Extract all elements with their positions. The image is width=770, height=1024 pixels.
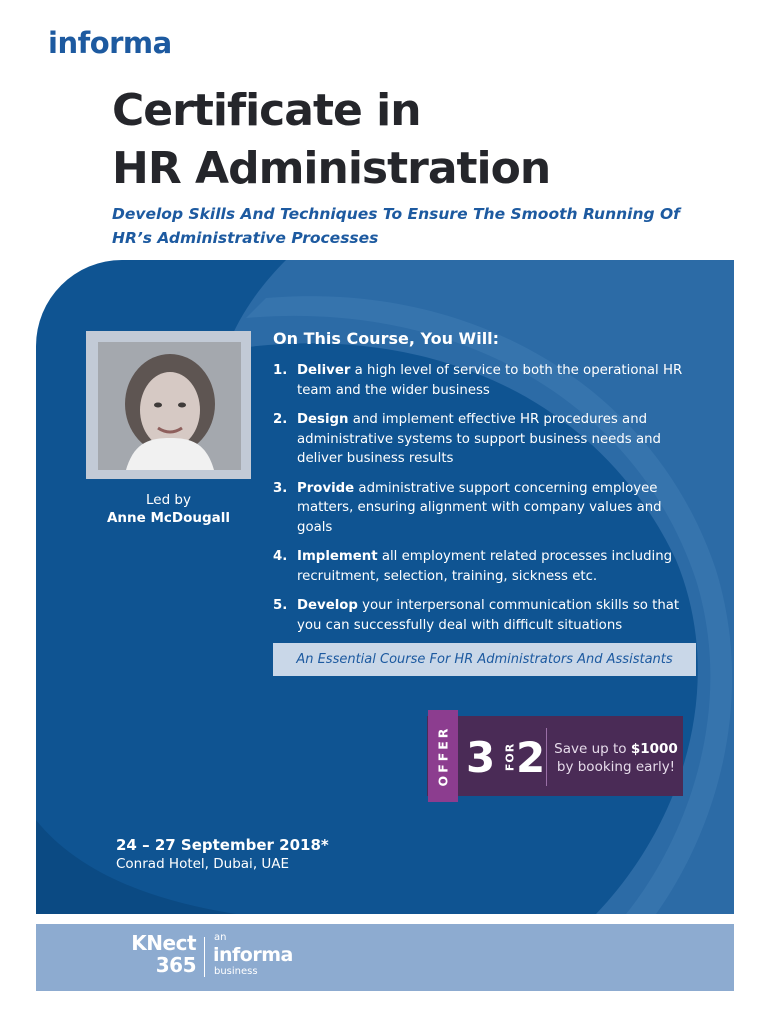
informa-logo: informa <box>48 26 172 60</box>
item-verb: Develop <box>297 598 358 613</box>
item-line-2: administrative systems to support business needs and <box>297 431 661 447</box>
offer-number-2: 2 <box>516 733 546 782</box>
item-number: 3. <box>273 480 288 496</box>
list-item <box>273 479 713 538</box>
item-verb: Deliver <box>297 363 351 378</box>
event-dates: 24 – 27 September 2018* <box>116 836 329 854</box>
benefits-list <box>273 361 713 645</box>
title-line-1: Certificate in <box>112 85 421 136</box>
save-prefix: Save up to <box>554 741 631 757</box>
informa-business-logo: informa <box>213 944 293 966</box>
knect-number: 365 <box>155 953 196 977</box>
item-line-2: you can successfully deal with difficult situations <box>297 617 623 633</box>
item-text <box>297 361 682 400</box>
offer-number-3: 3 <box>466 733 496 782</box>
item-number: 4. <box>273 549 288 564</box>
item-line-1: your interpersonal communication skills so that <box>357 598 680 613</box>
event-venue: Conrad Hotel, Dubai, UAE <box>116 856 290 872</box>
item-line-3: deliver business results <box>297 451 454 466</box>
item-text <box>297 547 672 586</box>
essential-banner: An Essential Course For HR Administrators And Assistants <box>273 643 696 676</box>
item-line-2: matters, ensuring alignment with company values and <box>297 500 662 515</box>
course-heading: On This Course, You Will: <box>273 329 500 348</box>
item-verb: Provide <box>297 480 355 496</box>
an-label: an <box>214 932 227 943</box>
offer-divider <box>546 728 547 786</box>
list-item <box>273 410 713 469</box>
item-number: 5. <box>273 598 288 613</box>
item-text <box>297 479 662 538</box>
presenter-photo <box>98 342 241 470</box>
save-suffix: by booking early! <box>556 759 676 775</box>
list-item <box>273 361 713 400</box>
item-line-3: goals <box>297 519 333 535</box>
item-line-1: all employment related processes including <box>377 549 673 564</box>
item-verb: Implement <box>297 549 378 564</box>
item-number: 1. <box>273 363 288 378</box>
footer-divider <box>204 937 205 977</box>
offer-tab <box>428 710 458 802</box>
item-line-1: and implement effective HR procedures and <box>348 412 648 427</box>
item-number: 2. <box>273 412 288 427</box>
item-line-2: team and the wider business <box>297 382 490 398</box>
item-line-1: administrative support concerning employee <box>354 480 658 496</box>
offer-for-label: FOR <box>503 742 517 772</box>
item-line-1: a high level of service to both the operational HR <box>350 363 683 378</box>
presenter-name: Anne McDougall <box>106 510 231 526</box>
offer-save-text <box>553 740 679 776</box>
led-by-label: Led by <box>145 492 191 508</box>
item-text <box>297 410 661 469</box>
offer-tab-label: OFFER <box>435 725 451 787</box>
business-label: business <box>214 966 258 977</box>
title-line-2: HR Administration <box>112 143 551 194</box>
page-title <box>112 82 672 198</box>
page-subtitle <box>112 202 712 250</box>
list-item <box>273 596 713 635</box>
offer-for <box>503 741 517 773</box>
item-line-2: recruitment, selection, training, sickness etc. <box>297 568 598 584</box>
subtitle-line-1: Develop Skills And Techniques To Ensure The Smooth Running Of <box>112 205 680 223</box>
presenter-credit <box>86 491 251 527</box>
item-text <box>297 596 679 635</box>
knect365-logo <box>120 932 196 976</box>
subtitle-line-2: HR’s Administrative Processes <box>112 229 379 247</box>
knect-word: KNect <box>131 931 196 955</box>
list-item <box>273 547 713 586</box>
save-amount: $1000 <box>630 741 678 757</box>
item-verb: Design <box>297 412 349 427</box>
